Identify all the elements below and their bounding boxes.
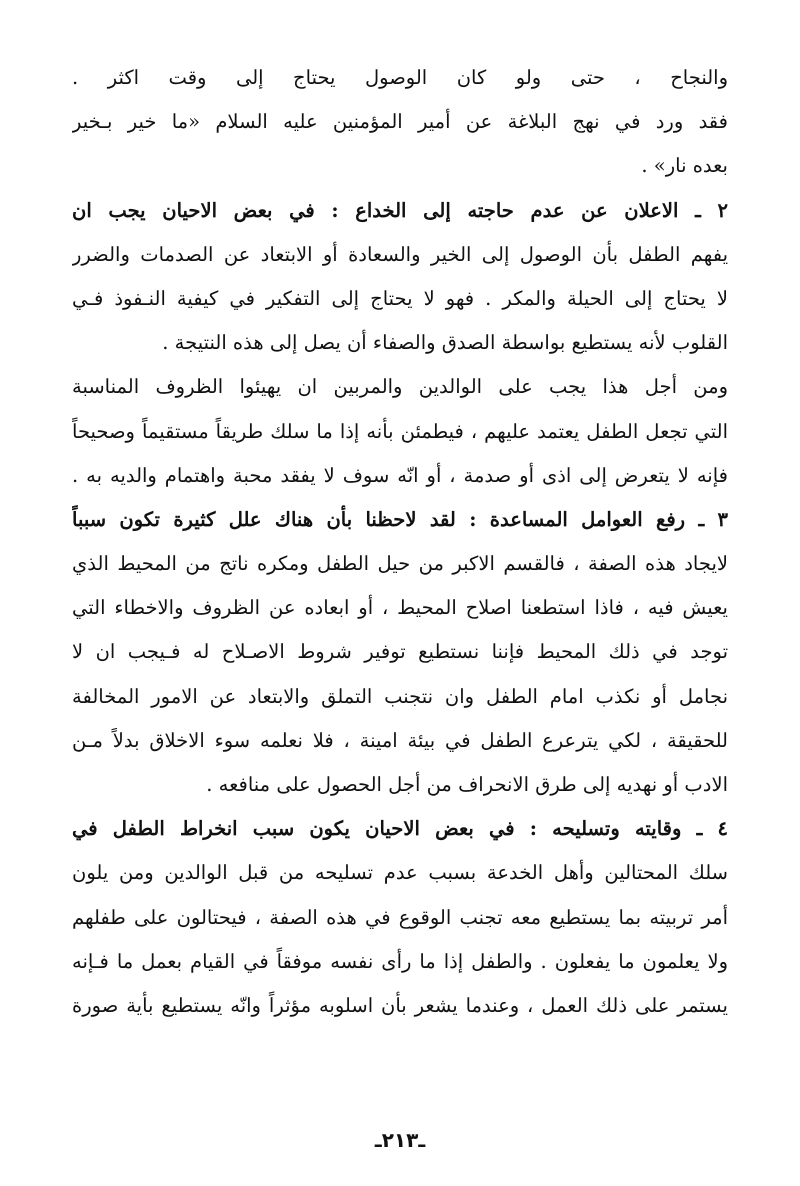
text-line: فقد ورد في نهج البلاغة عن أمير المؤمنين عليه السلام «ما خير بـخير <box>72 110 728 134</box>
text-line: سلك المحتالين وأهل الخدعة بسبب عدم تسليحه من قبل الوالدين ومن يلون <box>72 861 728 885</box>
text-line: القلوب لأنه يستطيع بواسطة الصدق والصفاء أن يصل إلى هذه النتيجة . <box>162 331 728 355</box>
text-line: نجامل أو نكذب امام الطفل وان نتجنب التملق والابتعاد عن الامور المخالفة <box>72 684 728 708</box>
text-line: لا يحتاج إلى الحيلة والمكر . فهو لا يحتاج إلى التفكير في كيفية النـفوذ فـي <box>72 286 728 310</box>
text-line: يستمر على ذلك العمل ، وعندما يشعر بأن اسلوبه مؤثراً وانّه يستطيع بأية صورة <box>72 993 728 1017</box>
text-line: الادب أو نهديه إلى طرق الانحراف من أجل الحصول على منافعه . <box>206 773 728 796</box>
text-line: بعده نار» . <box>641 154 728 178</box>
section-heading-line: ٣ ـ رفع العوامل المساعدة : لقد لاحظنا بأن هناك علل كثيرة تكون سبباً <box>72 507 728 531</box>
page-number: ـ٢١٣ـ <box>374 1128 426 1152</box>
text-line: توجد في ذلك المحيط فإننا نستطيع توفير شروط الاصـلاح له فـيجب ان لا <box>72 640 728 664</box>
text-line: يفهم الطفل بأن الوصول إلى الخير والسعادة أو الابتعاد عن الصدمات والضرر <box>72 242 728 266</box>
section-heading-line: ٢ ـ الاعلان عن عدم حاجته إلى الخداع : في بعض الاحيان يجب ان <box>72 198 728 222</box>
text-line: التي تجعل الطفل يعتمد عليهم ، فيطمئن بأنه إذا ما سلك طريقاً مستقيماً وصحيحاً <box>72 419 728 443</box>
text-line: أمر تربيته بما يستطيع معه تجنب الوقوع في هذه الصفة ، فيحتالون على طفلهم <box>72 905 728 929</box>
text-line: يعيش فيه ، فاذا استطعنا اصلاح المحيط ، أو ابعاده عن الظروف والاخطاء التي <box>72 596 728 620</box>
text-line: فإنه لا يتعرض إلى اذى أو صدمة ، أو انّه سوف لا يفقد محبة واهتمام والديه به . <box>72 463 728 487</box>
page-body <box>72 56 728 1028</box>
text-line: لايجاد هذه الصفة ، فالقسم الاكبر من حيل الطفل ومكره ناتج من المحيط الذي <box>72 552 728 576</box>
section-heading-line: ٤ ـ وقايته وتسليحه : في بعض الاحيان يكون سبب انخراط الطفل في <box>72 817 728 841</box>
text-line: ومن أجل هذا يجب على الوالدين والمربين ان يهيئوا الظروف المناسبة <box>72 375 728 399</box>
text-line: ولا يعلمون ما يفعلون . والطفل إذا ما رأى نفسه موفقاً في القيام بعمل ما فـإنه <box>72 949 728 973</box>
text-line: للحقيقة ، لكي يترعرع الطفل في بيئة امينة ، فلا نعلمه سوء الاخلاق بدلاً مـن <box>72 728 728 752</box>
text-line: والنجاح ، حتى ولو كان الوصول يحتاج إلى وقت اكثر . <box>72 66 728 89</box>
